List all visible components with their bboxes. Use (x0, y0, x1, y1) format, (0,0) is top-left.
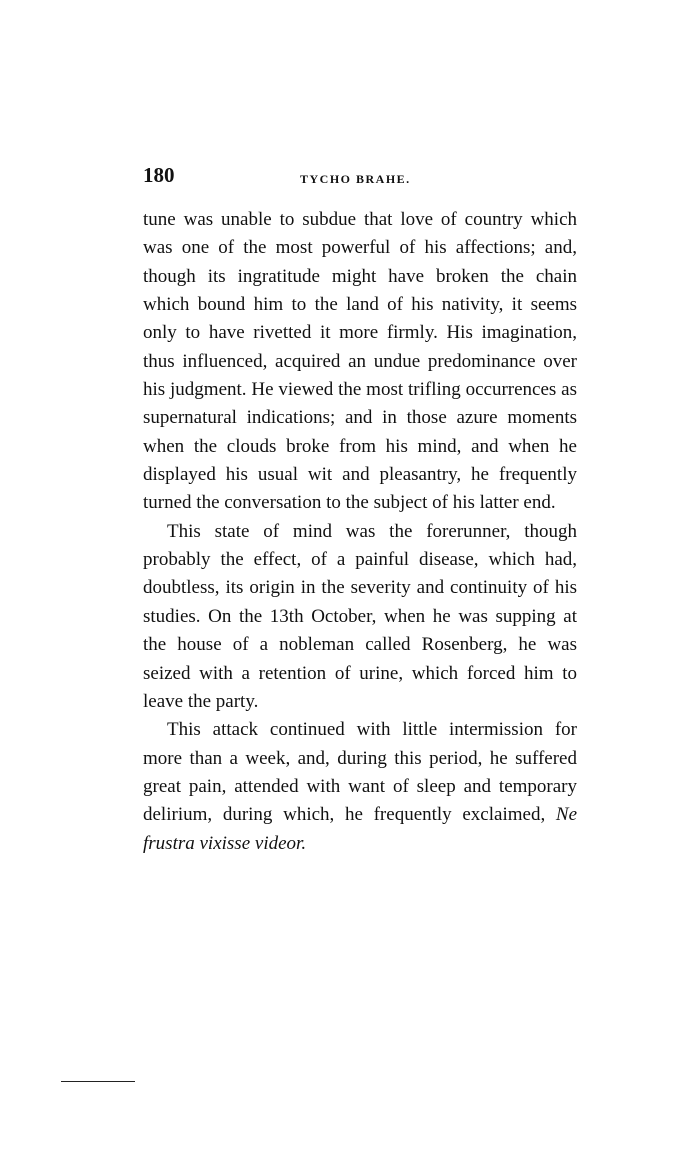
paragraph-3 (143, 716, 577, 858)
running-head: TYCHO BRAHE. (300, 172, 411, 186)
paragraph-3-text: This attack continued with little intermission for more than a week, and, during this period, he suffered great pain, attended with want of sleep and temporary delirium, during which, he frequently exclaimed, (143, 719, 577, 826)
body-text (143, 206, 577, 858)
latin-quote: Ne frustra vixisse videor. (143, 804, 577, 854)
paragraph-1: tune was unable to subdue that love of country which was one of the most powerful of his affections; and, though its ingratitude might have broken the chain which bound him to the land of his nativity, it seems only to have rivetted it more firmly. His imagination, thus influenced, acquired an undue predominance over his judgment. He viewed the most trifling occurrences as supernatural indications; and in those azure moments when the clouds broke from his mind, and when he displayed his usual wit and pleasantry, he frequently turned the conversation to the subject of his latter end. (143, 209, 577, 514)
footnote-rule (61, 1081, 135, 1082)
page-number: 180 (143, 163, 175, 187)
page-header (143, 163, 577, 189)
paragraph-2: This state of mind was the forerunner, though probably the effect, of a painful disease, which had, doubtless, its origin in the severity and continuity of his studies. On the 13th October, when he was supping at the house of a nobleman called Rosenberg, he was seized with a retention of urine, which forced him to leave the party. (143, 520, 577, 712)
